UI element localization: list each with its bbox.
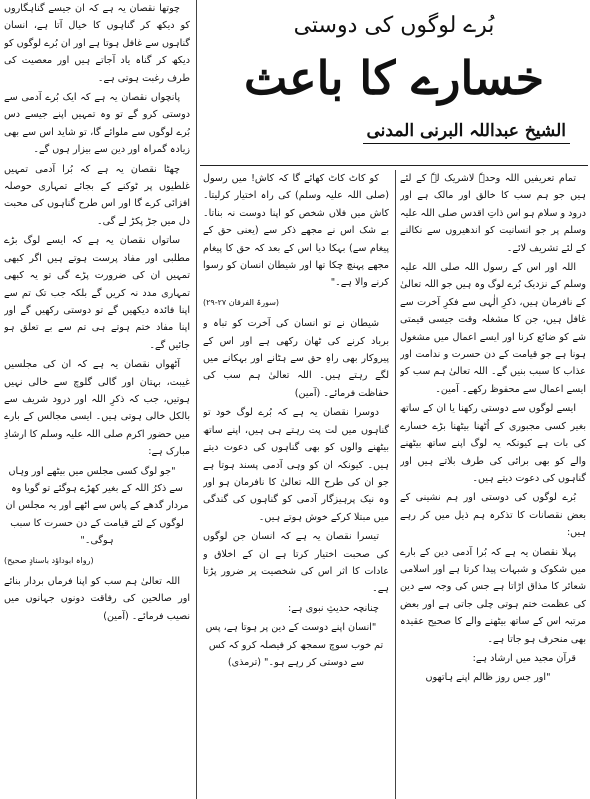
article-subtitle: بُرے لوگوں کی دوستی (293, 13, 495, 38)
paragraph: چھٹا نقصان یہ ہے کہ بُرا آدمی تمہیں غلطیوں پر ٹوکنے کے بجائے تمہاری حوصلہ افزائی کرے گا اور اس طرح گناہوں کی محبت دل میں جڑ پکڑ لے گی۔ (4, 163, 190, 227)
paragraph: اللہ تعالیٰ ہم سب کو اپنا فرماں بردار بنائے اور صالحین کی رفاقت دونوں جہانوں میں نصیب فرمائے۔ (آمین) (4, 576, 190, 622)
paragraph: ساتواں نقصان یہ ہے کہ ایسے لوگ بڑے مطلبی اور مفاد پرست ہوتے ہیں اگر کبھی تمہیں ان کی ضرورت پڑے گی تو یہ کبھی تمہاری مدد نہ کریں گے بلکہ جب تک تم سے اپنا فائدہ دیکھیں گے تو دوستی رکھیں گے اور اپنا مفاد ختم ہوتے ہی تم سے بے تعلق ہو جائیں گے۔ (4, 235, 190, 351)
paragraph: چنانچہ حدیثِ نبوی ہے: (288, 602, 379, 614)
paragraph: کو کاٹ کاٹ کھائے گا کہ کاش! میں رسول (صلی اللہ علیہ وسلم) کی راہ اختیار کرلیتا۔ کاش میں فلاں شخص کو اپنا دوست نہ بناتا۔ بے شک اس نے مجھے ذکر سے (یعنی حق کے پیغام سے) بہکا دیا اس کے بعد کہ حق کا پیغام مجھے پہنچ چکا تھا اور شیطان انسان کو رسوا کرنے والا ہے۔" (203, 173, 389, 289)
header-divider (200, 165, 588, 166)
paragraph: چوتھا نقصان یہ ہے کہ ان جیسے گناہگاروں کو دیکھ کر گناہوں کا خیال آتا ہے، انسان گناہوں سے غافل ہوتا ہے اور ان بُرے لوگوں کو دیکھ کر گناہ یاد آجاتے ہیں اور معصیت کی طرف رغبت ہوتی ہے۔ (4, 3, 190, 84)
paragraph: دوسرا نقصان یہ ہے کہ بُرے لوگ خود تو گناہوں میں لت پت رہتے ہی ہیں، اپنے ساتھ بیٹھنے والوں کو بھی گناہوں کی دعوت دیتے ہیں۔ کیونکہ ان کو وہی آدمی پسند ہوتا ہے جو ان کی طرح اللہ تعالیٰ کا نافرمان ہو اور وہ نیک پرہیزگار آدمی کو گناہوں کی گندگی میں مبتلا کرکے خوش ہوتے ہیں۔ (203, 407, 389, 523)
paragraph: پہلا نقصان یہ ہے کہ بُرا آدمی دین کے بارے میں شکوک و شبہات پیدا کرتا ہے اور اسلامی شعائر کا مذاق اڑاتا ہے جس کی وجہ سے دین کی عظمت ختم ہوتی چلی جاتی ہے اور بعض مرتبہ اس کے ساتھ بیٹھنے والے کا صحیح عقیدہ بھی منحرف ہو جاتا ہے۔ (400, 546, 586, 645)
hadith-quote: "جو لوگ کسی مجلس میں بیٹھے اور وہاں سے ذکرُ اللہ کے بغیر کھڑے ہوگئے تو گویا وہ مردار گدھے کے پاس سے اٹھے اور یہ مجلس ان لوگوں کے لئے قیامت کے دن حسرت کا سبب ہوگی۔" (5, 465, 189, 547)
paragraph: آٹھواں نقصان یہ ہے کہ ان کی مجلسیں غیبت، بہتان اور گالی گلوچ سے خالی نہیں ہوتیں، جب کہ ذکرِ اللہ اور درود شریف سے بالکل خالی ہوتی ہیں۔ ایسی مجالس کے بارے میں حضور اکرم صلی اللہ علیہ وسلم کا ارشادِ مبارک ہے: (4, 359, 190, 458)
hadith-quote: "انسان اپنے دوست کے دین پر ہوتا ہے، پس تم خوب سوچ سمجھ کر فیصلہ کرو کہ کس سے دوستی کر رہے ہو۔" (ترمذی) (205, 622, 384, 668)
paragraph: پانچواں نقصان یہ ہے کہ ایک بُرے آدمی سے دوستی کرو گے تو وہ تمہیں اپنے جیسے دس بُرے لوگوں سے ملوائے گا، تو شاید اس سے بھی زیادہ گمراہ اور دین سے بیزار ہوں گے۔ (4, 92, 190, 156)
paragraph: شیطان نے تو انسان کی آخرت کو تباہ و برباد کرنے کی ٹھان رکھی ہے اور اس کے پیروکار بھی راہِ حق سے ہٹانے اور بہکانے میں لگے رہتے ہیں۔ اللہ تعالیٰ ہم سب کی حفاظت فرمائے۔ (آمین) (203, 318, 389, 399)
quran-quote: "اور جس روز ظالم اپنے ہاتھوں (425, 672, 551, 684)
paragraph: اللہ اور اس کے رسول اللہ صلی اللہ علیہ وسلم کے نزدیک بُرے لوگ وہ ہیں جو اللہ تعالیٰ کے نافرمان ہیں، ذکرِ الٰہی سے فکرِ آخرت سے غافل ہیں، جن کا مشغلہ وقت جیسی قیمتی شے کو ضائع کرنا اور ایسے اعمال میں مشغول ہونا ہے جو قیامت کے دن حسرت و ندامت اور عذاب کا سبب بنیں گے۔ اللہ تعالیٰ ہم سب کو ایسے اعمال سے محفوظ رکھے۔ آمین۔ (400, 262, 586, 395)
article-title: خسارے کا باعث (243, 51, 545, 105)
paragraph: بُرے لوگوں کی دوستی اور ہم نشینی کے بعض نقصانات کا تذکرہ ہم ذیل میں کر رہے ہیں: (400, 492, 586, 539)
column-divider-left (196, 0, 197, 799)
paragraph: تیسرا نقصان یہ ہے کہ انسان جن لوگوں کی صحبت اختیار کرتا ہے ان کے اخلاق و عادات کا اثر اس کی شخصیت پر ضرور پڑتا ہے۔ (203, 531, 389, 595)
reference: (رواہ ابوداؤد باسنادٍ صحیح) (4, 555, 94, 565)
reference: (سورۃ الفرقان ۲۷-۲۹) (203, 297, 280, 307)
column-left (4, 0, 190, 799)
paragraph: ایسے لوگوں سے دوستی رکھنا یا ان کے ساتھ بغیر کسی مجبوری کے اُٹھنا بیٹھنا بڑے خسارے کی بات ہے کیونکہ یہ لوگ اپنے ساتھ بیٹھنے والے کو بھی برائی کی طرف بلاتے ہیں اور گناہوں کی دعوت دیتے ہیں۔ (400, 403, 586, 484)
paragraph: قرآن مجید میں ارشاد ہے: (472, 652, 576, 664)
column-divider-right (395, 170, 396, 799)
column-right (400, 170, 586, 799)
author-byline: الشیخ عبداللہ البرنی المدنی (363, 120, 570, 144)
paragraph: تمام تعریفیں اللہ وحدہٗ لاشریک لہٗ کے لئے ہیں جو ہم سب کا خالق اور مالک ہے اور درود و سلام ہو اس ذاتِ اقدس صلی اللہ علیہ وسلم پر جو انسانیت کو اندھیروں سے نکالنے کے لئے تشریف لائے۔ (400, 173, 586, 254)
column-middle (203, 170, 389, 799)
